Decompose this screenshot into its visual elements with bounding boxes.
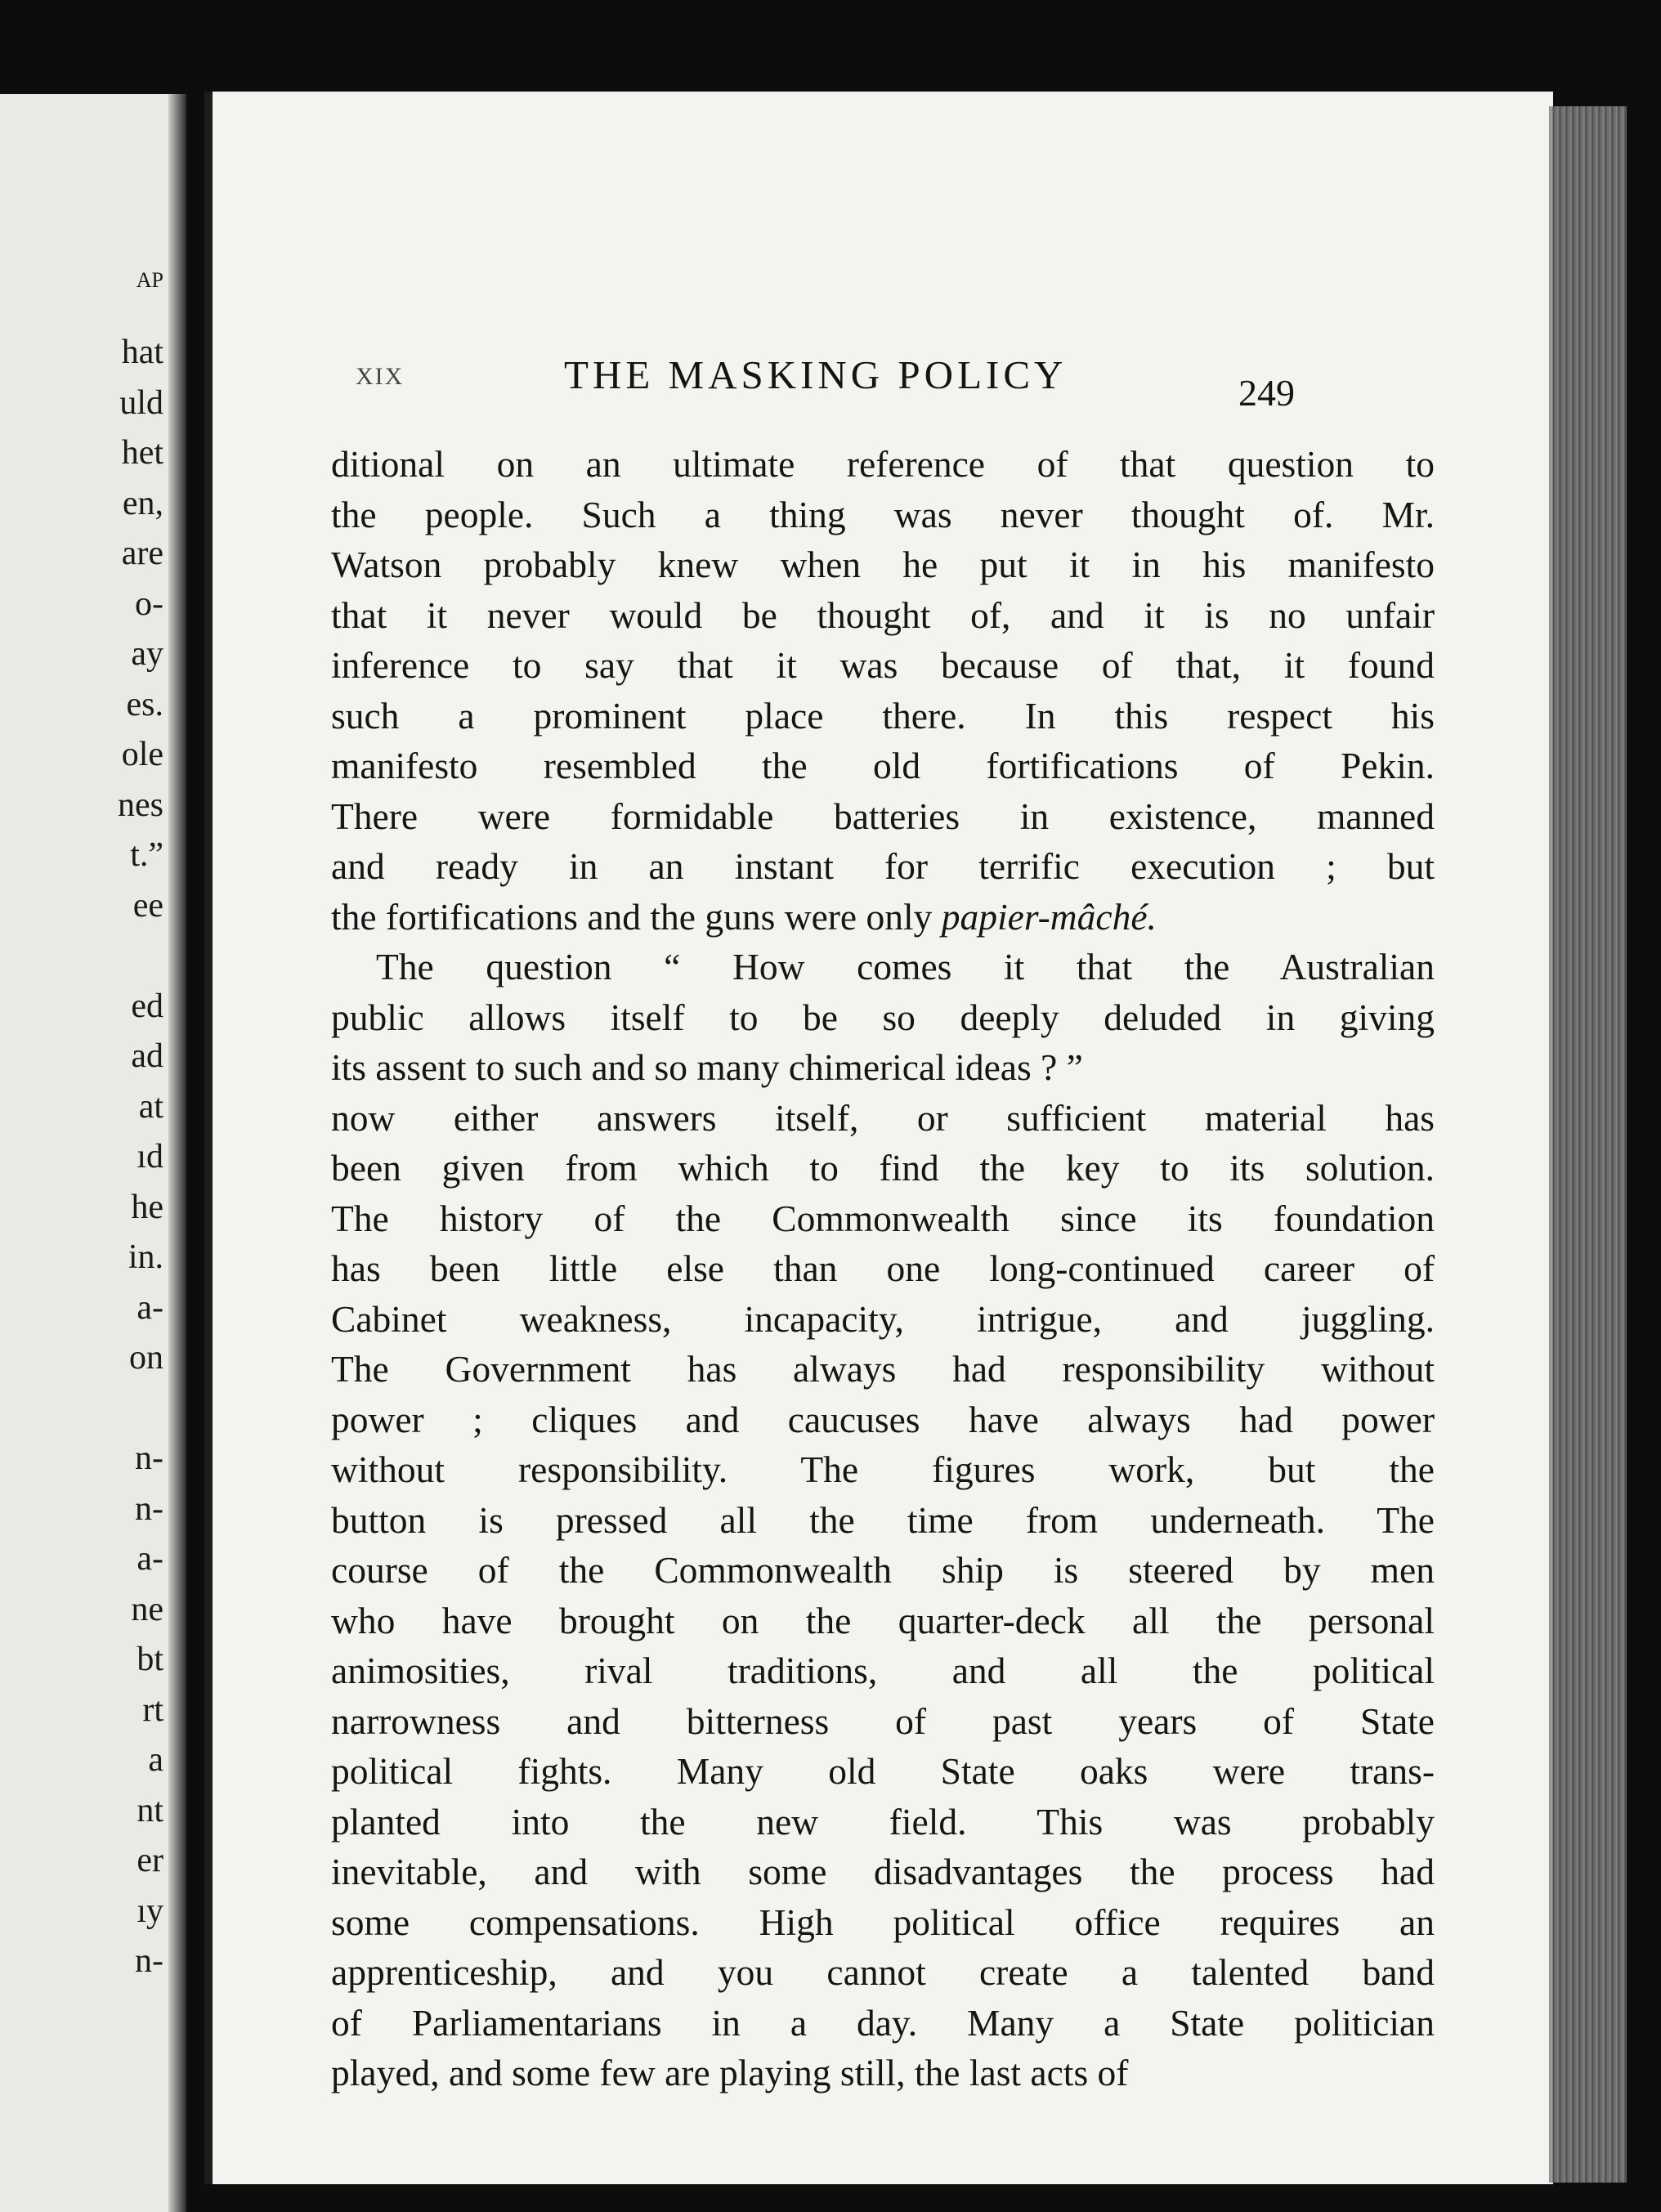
left-page-fragment: bt <box>137 1641 163 1678</box>
body-line: has been little else than one long-continued career of <box>331 1247 1435 1289</box>
body-line: the people. Such a thing was never thought of. Mr. <box>331 493 1435 535</box>
left-page-fragment: en, <box>122 484 163 522</box>
running-title: THE MASKING POLICY <box>564 352 1068 397</box>
body-line: public allows itself to be so deeply deluded in giving <box>331 996 1435 1038</box>
body-line: power ; cliques and caucuses have always had power <box>331 1398 1435 1440</box>
body-line: without responsibility. The figures work, but the <box>331 1449 1435 1490</box>
left-page-fragment: er <box>137 1842 163 1879</box>
body-line: political fights. Many old State oaks were trans- <box>331 1750 1435 1792</box>
left-page-fragment: a <box>148 1741 163 1779</box>
body-line: played, and some few are playing still, the last acts of <box>331 2052 1129 2093</box>
body-line: now either answers itself, or sufficient material has <box>331 1096 1435 1139</box>
body-line: inference to say that it was because of that, it found <box>331 644 1435 686</box>
left-page-fragment: a- <box>137 1288 163 1327</box>
left-page-fragment: ıd <box>137 1138 163 1175</box>
body-line: who have brought on the quarter-deck all the personal <box>331 1599 1435 1641</box>
left-page-fragment: nes <box>118 786 163 824</box>
body-line: apprenticeship, and you cannot create a talented band <box>331 1951 1435 1993</box>
left-page-fragment: ee <box>132 886 163 925</box>
body-line: such a prominent place there. In this respect his <box>331 694 1435 737</box>
body-line: The history of the Commonwealth since its foundation <box>331 1197 1435 1239</box>
left-page-fragment: AP <box>136 268 163 292</box>
left-page-fragment: t.” <box>130 836 163 874</box>
left-page-fragment: nt <box>137 1791 163 1829</box>
left-page-fragment: hat <box>121 334 163 371</box>
page-gutter <box>168 94 186 2212</box>
body-line: Cabinet weakness, incapacity, intrigue, and juggling. <box>331 1297 1435 1340</box>
left-page-fragment: n- <box>135 1440 163 1477</box>
body-line: and ready in an instant for terrific execution ; but <box>331 845 1435 887</box>
body-line: The question “ How comes it that the Australian <box>376 946 1435 987</box>
body-line: There were formidable batteries in existence, manned <box>331 795 1435 837</box>
body-line: Watson probably knew when he put it in his manifesto <box>331 544 1435 585</box>
body-line: course of the Commonwealth ship is steered by men <box>331 1549 1435 1591</box>
left-page-fragment: ne <box>131 1590 163 1628</box>
book-page-edges <box>1549 106 1627 2183</box>
left-page-fragment: n- <box>135 1489 163 1528</box>
left-page-fragment: ad <box>131 1037 163 1075</box>
body-line: of Parliamentarians in a day. Many a State politician <box>331 2001 1435 2044</box>
left-page-fragment: at <box>138 1087 163 1126</box>
left-page-fragment: rt <box>142 1690 163 1729</box>
left-page-fragment: in. <box>128 1238 163 1276</box>
body-text <box>331 439 1435 2098</box>
book-page <box>204 92 1553 2184</box>
body-line: The Government has always had responsibility without <box>331 1348 1435 1390</box>
running-header <box>213 352 1553 414</box>
body-line: been given from which to find the key to its solution. <box>331 1147 1435 1189</box>
body-line: that it never would be thought of, and it is no unfair <box>331 593 1435 636</box>
body-line: inevitable, and with some disadvantages the process had <box>331 1851 1435 1892</box>
left-page-fragment: n- <box>135 1942 163 1980</box>
left-page-fragment: uld <box>119 383 163 422</box>
left-page-fragment: ıy <box>137 1892 163 1930</box>
left-page-fragment: on <box>129 1339 163 1377</box>
body-line: animosities, rival traditions, and all the political <box>331 1650 1435 1691</box>
body-line: narrowness and bitterness of past years of State <box>331 1699 1435 1742</box>
left-page-fragment: ay <box>131 635 163 673</box>
body-line: ditional on an ultimate reference of that question to <box>331 443 1435 485</box>
chapter-number: XIX <box>356 363 405 390</box>
left-page-fragment: he <box>131 1188 163 1226</box>
left-page-fragment: ed <box>131 987 163 1025</box>
left-page-fragment: are <box>121 535 163 572</box>
left-page-fragment: het <box>121 434 163 472</box>
left-page-fragment: ole <box>121 736 163 773</box>
left-page-fragment: es. <box>126 685 163 723</box>
left-facing-page <box>0 94 186 2212</box>
left-page-fragment: o- <box>135 584 163 623</box>
body-line: manifesto resembled the old fortifications of Pekin. <box>331 745 1435 786</box>
body-line: button is pressed all the time from underneath. The <box>331 1498 1435 1541</box>
body-line: some compensations. High political office requires an <box>331 1901 1435 1943</box>
body-line: planted into the new field. This was probably <box>331 1800 1435 1843</box>
page-number: 249 <box>1238 372 1295 414</box>
left-page-fragment: a- <box>137 1540 163 1578</box>
body-line: the fortifications and the guns were only papier-mâché. <box>331 895 1157 938</box>
body-line: its assent to such and so many chimerical ideas ? ” <box>331 1046 1083 1088</box>
